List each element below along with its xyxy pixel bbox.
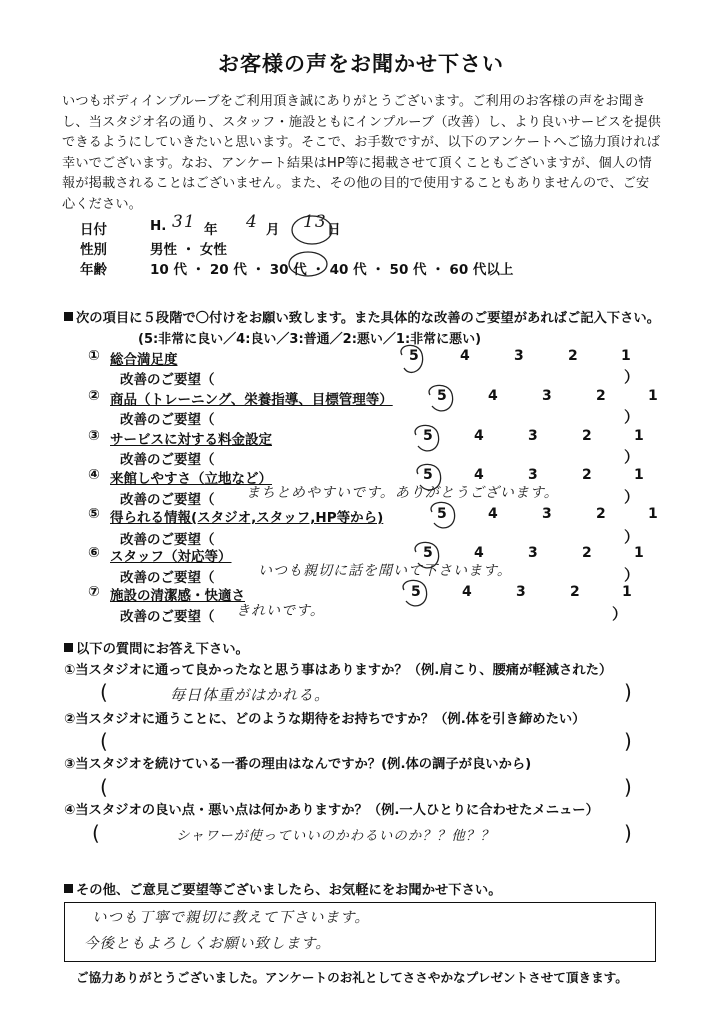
item-7-comment[interactable]: きれいです。 (236, 603, 325, 619)
item-6-request-close: ） (624, 566, 640, 584)
item-6-score-5[interactable]: 5 (423, 545, 433, 561)
item-5-score-3[interactable]: 3 (542, 506, 552, 522)
item-4-score-1[interactable]: 1 (634, 467, 644, 483)
item-1-score-2[interactable]: 2 (568, 348, 578, 364)
item-7-score-2[interactable]: 2 (570, 584, 580, 600)
question-1-answer[interactable]: 毎日体重がはかれる。 (170, 686, 331, 704)
item-4-score-2[interactable]: 2 (582, 467, 592, 483)
item-5-request-close: ） (624, 528, 640, 546)
item-6-score-2[interactable]: 2 (582, 545, 592, 561)
rating-circle-5 (431, 502, 455, 528)
question-3-open-paren: ( (100, 775, 108, 799)
item-3-score-3[interactable]: 3 (528, 428, 538, 444)
item-6-name: スタッフ（対応等） (110, 549, 232, 565)
item-4-name: 来館しやすさ（立地など） (110, 471, 272, 487)
item-3-request-label: 改善のご要望（ (120, 452, 215, 468)
item-2-score-5[interactable]: 5 (437, 388, 447, 404)
item-7-number: ⑦ (88, 584, 100, 600)
rating-circle-4 (417, 464, 441, 490)
age-30-circle (289, 252, 327, 276)
item-2-number: ② (88, 388, 100, 404)
rating-section-header-text: 次の項目に５段階で〇付けをお願い致します。また具体的な改善のご要望があればご記入下さい。 (76, 311, 660, 326)
rating-circle-2 (429, 385, 453, 411)
item-5-score-1[interactable]: 1 (648, 506, 658, 522)
era-prefix: H. (150, 218, 167, 234)
month-unit: 月 (266, 222, 280, 238)
item-4-comment[interactable]: まちとめやすいです。ありがとうございます。 (246, 485, 559, 501)
day-unit: 日 (327, 222, 341, 238)
item-3-name: サービスに対する料金設定 (110, 432, 272, 448)
day-value[interactable]: 13 (303, 212, 327, 232)
question-3: ③当スタジオを続けている一番の理由はなんですか？(例.体の調子が良いから) (64, 757, 532, 772)
other-section-header-text: その他、ご意見ご要望等ございましたら、お気軽にをお聞かせ下さい。 (76, 883, 502, 898)
question-1-open-paren: ( (100, 680, 108, 704)
item-7-score-1[interactable]: 1 (622, 584, 632, 600)
date-day-circle (292, 216, 332, 244)
item-6-score-3[interactable]: 3 (528, 545, 538, 561)
item-4-number: ④ (88, 467, 100, 483)
rating-circle-6 (415, 542, 439, 568)
question-1-close-paren: ) (624, 680, 632, 704)
item-4-score-3[interactable]: 3 (528, 467, 538, 483)
intro-paragraph: いつもボディインプルーブをご利用頂き誠にありがとうございます。ご利用のお客様の声をお聞きし、当スタジオ名の通り、スタッフ・施設ともにインプルーブ（改善）し、より良いサービスを提供できるようにしていきたいと思います。そこで、お手数ですが、以下のアンケートへご協力頂ければ幸いでございます。なお、アンケート結果はHP等に掲載させて頂くこともございますが、個人の情報が掲載されることはございません。また、その他の目的で使用することもありませんので、ご安心ください。 (62, 94, 661, 212)
item-1-score-3[interactable]: 3 (514, 348, 524, 364)
date-label: 日付 (80, 222, 107, 238)
item-2-score-1[interactable]: 1 (648, 388, 658, 404)
gender-options[interactable]: 男性 ・ 女性 (150, 242, 227, 258)
item-6-score-4[interactable]: 4 (474, 545, 484, 561)
item-7-score-3[interactable]: 3 (516, 584, 526, 600)
rating-circle-3 (415, 425, 439, 451)
rating-circle-7 (403, 580, 427, 606)
item-7-score-4[interactable]: 4 (462, 584, 472, 600)
item-6-score-1[interactable]: 1 (634, 545, 644, 561)
item-3-score-5[interactable]: 5 (423, 428, 433, 444)
question-1: ①当スタジオに通って良かったなと思う事はありますか？（例.肩こり、腰痛が軽減された） (64, 663, 613, 678)
item-6-comment[interactable]: いつも親切に話を聞いて下さいます。 (258, 563, 512, 579)
item-1-score-1[interactable]: 1 (621, 348, 631, 364)
item-7-request-close: ） (612, 605, 628, 623)
item-5-name: 得られる情報(スタジオ,スタッフ,HP等から) (110, 510, 384, 526)
item-4-request-label: 改善のご要望（ (120, 492, 215, 508)
item-5-number: ⑤ (88, 506, 100, 522)
year-value[interactable]: 31 (172, 212, 196, 232)
item-1-number: ① (88, 348, 100, 364)
page-title: お客様の声をお聞かせ下さい (218, 52, 504, 76)
item-2-score-4[interactable]: 4 (488, 388, 498, 404)
item-7-name: 施設の清潔感・快適さ (110, 588, 245, 604)
age-label: 年齢 (80, 262, 107, 278)
item-4-score-4[interactable]: 4 (474, 467, 484, 483)
item-5-score-5[interactable]: 5 (437, 506, 447, 522)
item-2-request-label: 改善のご要望（ (120, 412, 215, 428)
item-2-request-close: ） (624, 408, 640, 426)
item-1-score-5[interactable]: 5 (409, 348, 419, 364)
scale-legend: (5:非常に良い／4:良い／3:普通／2:悪い／1:非常に悪い) (138, 332, 482, 347)
item-3-number: ③ (88, 428, 100, 444)
item-7-request-label: 改善のご要望（ (120, 609, 215, 625)
age-options[interactable]: 10 代 ・ 20 代 ・ 30 代 ・ 40 代 ・ 50 代 ・ 60 代以上 (150, 262, 514, 278)
item-1-name: 総合満足度 (110, 352, 178, 368)
questions-section-header-text: 以下の質問にお答え下さい。 (76, 642, 249, 657)
item-5-score-2[interactable]: 2 (596, 506, 606, 522)
item-3-request-close: ） (624, 448, 640, 466)
item-6-request-label: 改善のご要望（ (120, 570, 215, 586)
item-3-score-1[interactable]: 1 (634, 428, 644, 444)
item-1-request-label: 改善のご要望（ (120, 372, 215, 388)
item-3-score-2[interactable]: 2 (582, 428, 592, 444)
item-6-number: ⑥ (88, 545, 100, 561)
item-4-score-5[interactable]: 5 (423, 467, 433, 483)
question-3-close-paren: ) (624, 775, 632, 799)
question-2: ②当スタジオに通うことに、どのような期待をお持ちですか？（例.体を引き締めたい） (64, 712, 586, 727)
question-4: ④当スタジオの良い点・悪い点は何かありますか？（例.一人ひとりに合わせたメニュー） (64, 803, 599, 818)
month-value[interactable]: 4 (246, 212, 258, 232)
question-4-close-paren: ) (624, 821, 632, 845)
question-4-answer[interactable]: シャワーが使っていいのかわるいのか？？他？？ (176, 828, 495, 844)
item-4-request-close: ） (624, 488, 640, 506)
other-comment-line-2: 今後ともよろしくお願い致します。 (84, 936, 331, 952)
item-1-request-close: ） (624, 368, 640, 386)
question-2-close-paren: ) (624, 729, 632, 753)
year-unit: 年 (204, 222, 218, 238)
other-comment-line-1: いつも丁寧で親切に教えて下さいます。 (92, 910, 370, 926)
item-7-score-5[interactable]: 5 (411, 584, 421, 600)
rating-circle-1 (401, 345, 423, 372)
gender-label: 性別 (80, 242, 107, 258)
item-3-score-4[interactable]: 4 (474, 428, 484, 444)
item-2-name: 商品（トレーニング、栄養指導、目標管理等） (110, 392, 393, 408)
item-5-score-4[interactable]: 4 (488, 506, 498, 522)
item-1-score-4[interactable]: 4 (460, 348, 470, 364)
footer-thanks: ご協力ありがとうございました。アンケートのお礼としてささやかなプレゼントさせて頂きます。 (76, 970, 628, 985)
question-2-open-paren: ( (100, 729, 108, 753)
item-2-score-2[interactable]: 2 (596, 388, 606, 404)
item-2-score-3[interactable]: 3 (542, 388, 552, 404)
question-4-open-paren: ( (92, 821, 100, 845)
item-5-request-label: 改善のご要望（ (120, 532, 215, 548)
